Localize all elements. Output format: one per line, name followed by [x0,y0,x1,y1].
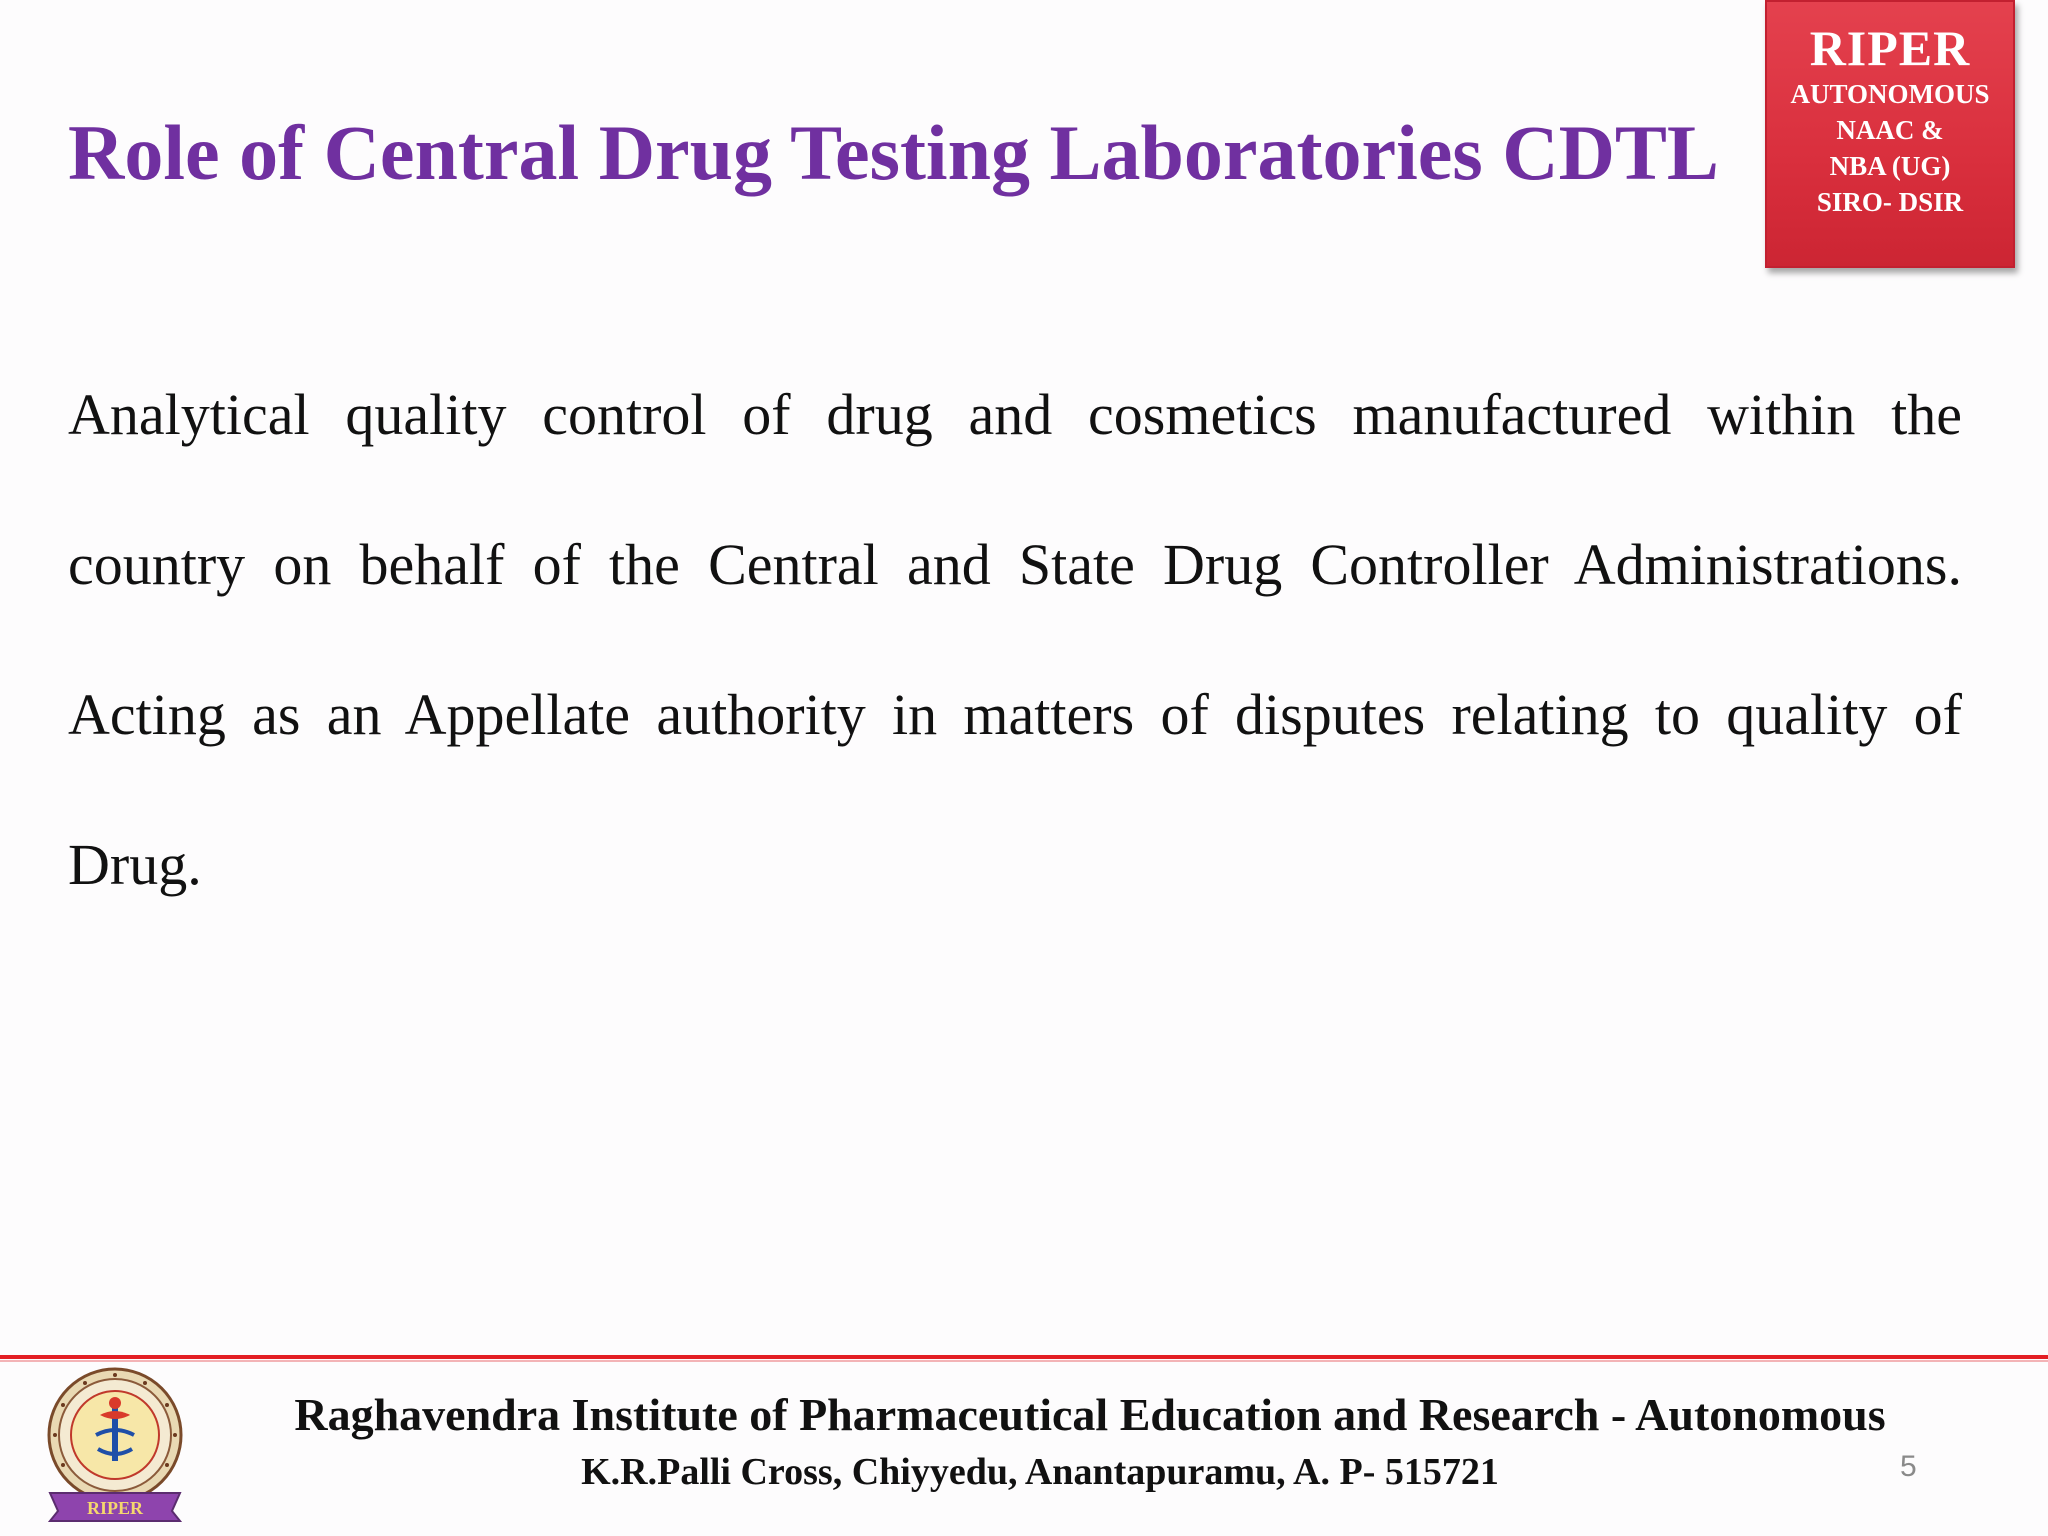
badge-line-autonomous: AUTONOMOUS [1790,79,1990,109]
page-number: 5 [1900,1450,1917,1483]
badge-line-nba: NBA (UG) [1829,151,1951,181]
footer-institute-name: Raghavendra Institute of Pharmaceutical Education and Research - Autonomous [294,1389,1886,1440]
slide-title: Role of Central Drug Testing Laboratories CDTL [68,109,1719,196]
riper-badge [1765,0,2015,268]
badge-title: RIPER [1809,20,1971,76]
footer-divider [0,1355,2048,1359]
footer-divider-shadow [0,1360,2048,1362]
badge-line-siro: SIRO- DSIR [1816,187,1964,217]
badge-line-naac: NAAC & [1836,115,1944,145]
institute-logo-icon [40,1365,190,1525]
footer-address: K.R.Palli Cross, Chiyyedu, Anantapuramu, A. P- 515721 [581,1451,1499,1493]
slide-body-text: Analytical quality control of drug and cosmetics manufactured within the country on behalf of the Central and State Drug Controller Administrations. Acting as an Appellate authority in matters of disputes relating to quality of Drug. [68,382,1962,897]
logo-banner-text: RIPER [86,1498,144,1518]
